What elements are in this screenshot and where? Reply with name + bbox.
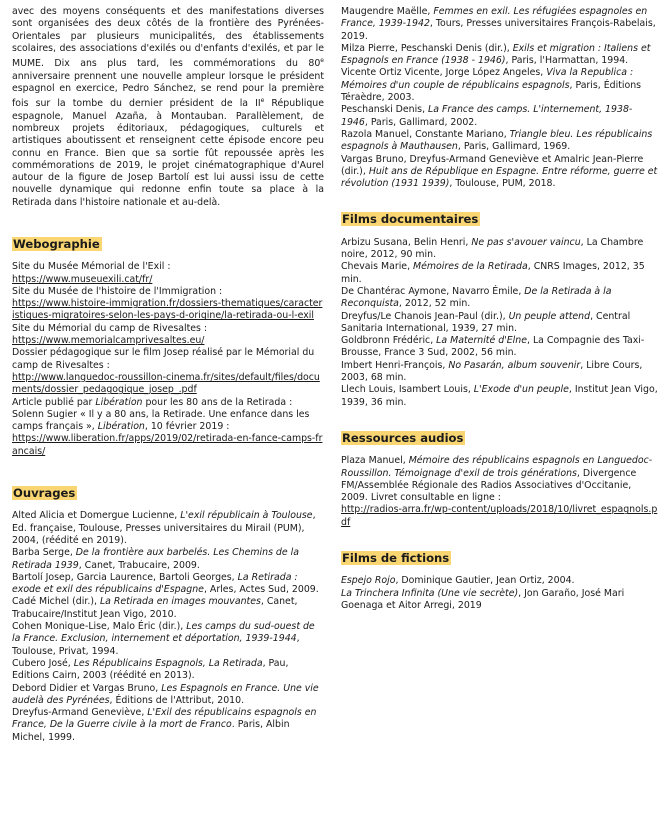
documentary-entry (341, 286, 659, 311)
entry-text: , Canet, Trabucaire/Institut Jean Vigo, 2010. (12, 596, 298, 620)
web-article (12, 397, 324, 434)
ouvrage-entry (12, 510, 324, 547)
entry-text: Peschanski Denis, (341, 104, 429, 116)
ouvrages-heading: Ouvrages (13, 486, 76, 501)
entry-text: Debord Didier et Vargas Bruno, (12, 682, 162, 694)
entry-text: Cubero José, (12, 657, 74, 669)
web-label: Site du Mémorial du camp de Rivesaltes : (12, 322, 208, 334)
web-link[interactable]: https://www.histoire-immigration.fr/dossiers-thematiques/caracteristiques-migratoires-selon-les-pays-d-origine/la-retirada-ou-l-exil (12, 298, 323, 322)
ouvrage-entry (12, 658, 324, 683)
entry-text: De Chantérac Aymone, Navarro Émile, (341, 285, 525, 297)
entry-text: , Pau, Editions Cairn, 2003 (réédité en 2013). (12, 657, 289, 682)
entry-text: Arbizu Susana, Belin Henri, (341, 236, 472, 248)
entry-text: Cohen Monique-Lise, Malo Éric (dir.), (12, 621, 187, 633)
entry-text: Milza Pierre, Peschanski Denis (dir.), (341, 42, 513, 54)
entry-title: Femmes en exil. Les réfugiées espagnoles en France, 1939-1942 (341, 6, 648, 30)
entry-title: De la frontière aux barbelés. Les Chemins de la Retirada 1939 (12, 547, 299, 571)
entry-title: Mémoires de la Retirada (413, 261, 528, 273)
entry-text: Vargas Bruno, Dreyfus-Armand Geneviève et Amalric Jean-Pierre (dir.), (341, 153, 644, 177)
entry-text: , Jon Garaño, José Mari Goenaga et Aitor Arregi, 2019 (341, 587, 625, 611)
audio-link[interactable]: http://radios-arra.fr/wp-content/uploads/2018/10/livret_espagnols.pdf (341, 504, 658, 528)
entry-text: Maugendre Maëlle, (341, 6, 434, 17)
webographie-heading: Webographie (13, 237, 100, 251)
left-column (12, 6, 324, 744)
entry-title: Un peuple attend (508, 310, 591, 322)
entry-title: L'exil républicain à Toulouse (180, 510, 313, 522)
entry-title: La Retirada : exode et exil des républicains d'Espagne (12, 571, 298, 596)
entry-text: , Éditions de l'Attribut, 2010. (109, 694, 245, 706)
ouvrage-entry (12, 572, 324, 597)
article-text: pour les 80 ans de la Retirada : Solenn Sugier « Il y a 80 ans, la Retirade. Une enfance dans les camps français », (12, 396, 310, 433)
films-documentaires-heading: Films documentaires (342, 212, 479, 227)
entry-text: Goldbronn Frédéric, (341, 335, 437, 347)
entry-text: , 2012, 52 min. (398, 298, 471, 310)
entry-title: Viva la Republica : Mémoires d'un couple de républicains espagnols (341, 67, 634, 91)
entry-text: Alted Alicia et Domergue Lucienne, (12, 510, 181, 522)
ouvrages-list (12, 510, 324, 744)
entry-text: Dreyfus/Le Chanois Jean-Paul (dir.), (341, 310, 509, 322)
entry-title: La Retirada en images mouvantes (99, 596, 261, 608)
article-source: Libération (97, 421, 145, 433)
article-source: Libération (95, 396, 143, 408)
ouvrage-entry (341, 6, 659, 43)
documentary-entry (341, 237, 659, 262)
entry-title: Huit ans de République en Espagne. Entre réforme, guerre et révolution (1931 1939) (341, 165, 658, 190)
entry-text: Imbert Henri-François, (341, 359, 449, 371)
documentary-entry (341, 311, 659, 336)
ouvrage-entry (341, 43, 659, 68)
films-fictions-list (341, 575, 659, 612)
entry-text: Llech Louis, Isambert Louis, (341, 384, 474, 396)
web-label: Dossier pédagogique sur le film Josep réalisé par le Mémorial du camp de Rivesaltes : (12, 347, 315, 371)
ouvrage-entry (341, 67, 659, 104)
entry-text: , La Compagnie des Taxi-Brousse, France 3 Sud, 2002, 56 min. (341, 335, 645, 359)
entry-title: No Pasarán, album souvenir (448, 359, 581, 371)
entry-title: Exils et migration : Italiens et Espagnols en France (1938 - 1946) (341, 42, 651, 67)
documentary-entry (341, 335, 659, 360)
entry-title: L'Exode d'un peuple (473, 384, 569, 396)
entry-text: , Paris, l'Harmattan, 1994. (505, 55, 629, 67)
entry-title: Triangle bleu. Les républicains espagnols à Mauthausen (341, 128, 653, 153)
web-link[interactable]: http://www.languedoc-roussillon-cinema.fr/sites/default/files/documents/dossier_pedagogique_josep_.pdf (12, 371, 320, 396)
web-link[interactable]: https://www.memorialcamprivesaltes.eu/ (12, 335, 205, 347)
ouvrages-list-continued (341, 6, 659, 190)
entry-title: La Trinchera Infinita (Une vie secrète) (341, 587, 519, 599)
films-fictions-heading: Films de fictions (342, 550, 450, 565)
documentary-entry (341, 360, 659, 385)
webographie-list (12, 261, 324, 458)
entry-text: , Tours, Presses universitaires François-Rabelais, 2019. (341, 18, 656, 42)
article-text: , 10 février 2019 : (144, 421, 230, 433)
documentary-entry (341, 261, 659, 286)
article-text: Article publié par (12, 396, 96, 408)
documentary-entry (341, 384, 659, 409)
entry-text: , Toulouse, Privat, 1994. (12, 633, 300, 657)
entry-text: Razola Manuel, Constante Mariano, (341, 128, 510, 140)
fiction-entry (341, 588, 659, 613)
entry-text: Chevais Marie, (341, 261, 414, 273)
entry-text: , Paris, Éditions Téraèdre, 2003. (341, 79, 642, 104)
entry-text: , Paris, Gallimard, 1969. (457, 141, 571, 153)
ouvrage-entry (12, 621, 324, 658)
entry-text: , Canet, Trabucaire, 2009. (78, 559, 200, 571)
ressources-audios-heading: Ressources audios (342, 430, 464, 445)
web-label: Site du Musée de l'histoire de l'Immigration : (12, 285, 223, 297)
entry-text: , La Chambre noire, 2012, 90 min. (341, 236, 644, 261)
entry-text: , Institut Jean Vigo, 1939, 36 min. (341, 384, 658, 408)
entry-title: La Maternité d'Elne (436, 335, 527, 347)
entry-text: Barba Serge, (12, 547, 76, 559)
entry-text: , Toulouse, PUM, 2018. (449, 178, 556, 190)
entry-title: Les Espagnols en France. Une vie audelà des Pyrénées (12, 682, 319, 706)
ouvrage-entry (12, 683, 324, 708)
entry-title: L'Exil des républicains espagnols en France, De la Guerre civile à la mort de Franco (12, 707, 317, 731)
entry-text: Bartolí Josep, Garcia Laurence, Bartoli Georges, (12, 571, 238, 583)
entry-text: , Ed. française, Toulouse, Presses universitaires du Mirail (PUM), 2004, (réédité en 2019). (12, 510, 316, 546)
ouvrage-entry (12, 707, 324, 744)
entry-text: , Paris, Gallimard, 2002. (364, 116, 478, 128)
ouvrage-entry (341, 104, 659, 129)
entry-text: Vicente Ortiz Vicente, Jorge López Angeles, (341, 67, 547, 79)
ouvrage-entry (341, 129, 659, 154)
entry-text: Cadé Michel (dir.), (12, 596, 100, 608)
audio-entry: Plaza Manuel, Mémoire des républicains espagnols en Languedoc-Roussillon. Témoignage d'exil de trois générations, Divergence FM/Assemblée Régionale des Radios Associatives d'Occitanie, 2009. Livret consultable en ligne : http://radios-arra.fr/wp-content/uploads/2018/10/livret_espagnols.pdf (341, 455, 658, 528)
entry-title: Les Républicains Espagnols, La Retirada (73, 657, 263, 669)
web-link[interactable]: https://www.museuexili.cat/fr/ (12, 273, 153, 285)
entry-title: Ne pas s'avouer vaincu (471, 236, 581, 248)
ouvrage-entry (12, 547, 324, 572)
right-column (341, 6, 659, 612)
entry-title: La France des camps. L'internement, 1938-1946 (341, 104, 633, 128)
films-documentaires-list (341, 237, 659, 409)
entry-text: , Arles, Actes Sud, 2009. (203, 584, 319, 596)
entry-text: , CNRS Images, 2012, 35 min. (341, 261, 645, 285)
entry-text: . Paris, Albin Michel, 1999. (12, 719, 290, 743)
entry-text: Dreyfus-Armand Geneviève, (12, 707, 148, 719)
entry-text: , Libre Cours, 2003, 68 min. (341, 359, 643, 384)
ouvrage-entry (12, 596, 324, 621)
entry-title: De la Retirada à la Reconquista (341, 285, 612, 310)
web-label: Site du Musée Mémorial de l'Exil : (12, 261, 171, 273)
article-link[interactable]: https://www.liberation.fr/apps/2019/02/retirada-en-fance-camps-francais/ (12, 433, 323, 457)
ouvrage-entry (341, 154, 659, 191)
entry-title: Les camps du sud-ouest de la France. Exclusion, internement et déportation, 1939-1944 (12, 621, 315, 645)
entry-title: Espejo Rojo (341, 575, 396, 587)
intro-paragraph: avec des moyens conséquents et des manifestations diverses sont organisées des deux côtés de la frontière des Pyrénées-Orientales par plusieurs municipalités, des établissements scolaires, des associations d'exilés ou d'enfants d'exilés, et par le MUME. Dix ans plus tard, les commémorations du 80e anniversaire prennent une nouvelle ampleur lorsque le président espagnol en exercice, Pedro Sánchez, se rend pour la première fois sur la tombe du dernier président de la IIe République espagnole, Manuel Azaña, à Montauban. Parallèlement, de nombreux projets éditoriaux, pédagogiques, culturels et artistiques aboutissent et renseignent cette épisode encore peu connu en France. Bien que sa sortie fût repoussée après les commémorations de 2019, le projet cinématographique d'Aurel autour de la figure de Josep Bartolí est lui aussi issu de cette nouvelle dynamique qui redonne enfin toute sa place à la Retirada dans l'histoire nationale et au-delà. (12, 6, 324, 208)
fiction-entry (341, 575, 659, 587)
entry-text: , Dominique Gautier, Jean Ortiz, 2004. (395, 575, 575, 587)
entry-text: , Central Sanitaria International, 1939, 27 min. (341, 310, 631, 334)
